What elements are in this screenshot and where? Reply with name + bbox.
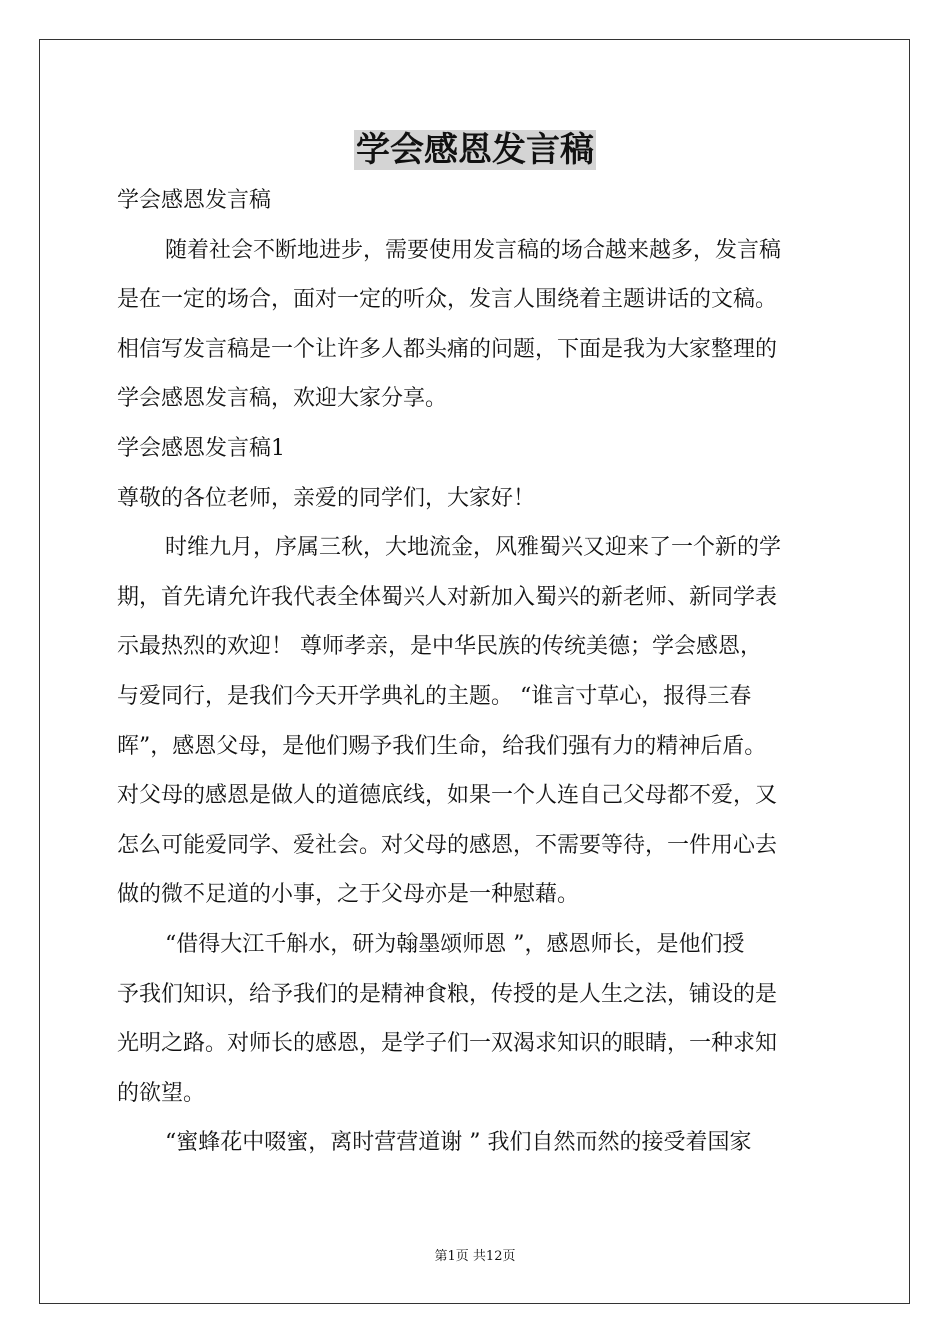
body-line: 怎么可能爱同学、爱社会。对父母的感恩，不需要等待，一件用心去 — [117, 832, 778, 858]
body-line: 对父母的感恩是做人的道德底线，如果一个人连自己父母都不爱，又 — [117, 783, 778, 809]
body-line: 学会感恩发言稿 — [117, 188, 272, 213]
document-title — [0, 128, 950, 172]
body-line: 的欲望。 — [117, 1080, 206, 1106]
document-body — [117, 176, 833, 1168]
body-line: 时维九月，序属三秋，大地流金，风雅蜀兴又迎来了一个新的学 — [165, 535, 782, 561]
body-line: 晖”，感恩父母，是他们赐予我们生命，给我们强有力的精神后盾。 — [117, 733, 767, 759]
page-number-footer: 第1页 共12页 — [434, 1249, 516, 1264]
document-title-text: 学会感恩发言稿 — [356, 130, 594, 170]
body-line: 与爱同行，是我们今天开学典礼的主题。 “谁言寸草心，报得三春 — [117, 683, 752, 709]
body-line: 随着社会不断地进步，需要使用发言稿的场合越来越多，发言稿 — [165, 237, 782, 263]
body-line: 学会感恩发言稿，欢迎大家分享。 — [117, 386, 448, 412]
body-line: 相信写发言稿是一个让许多人都头痛的问题，下面是我为大家整理的 — [117, 336, 778, 362]
body-line: 期，首先请允许我代表全体蜀兴人对新加入蜀兴的新老师、新同学表 — [117, 584, 778, 610]
section-heading: 学会感恩发言稿1 — [117, 435, 285, 461]
body-line: 予我们知识，给予我们的是精神食粮，传授的是人生之法，铺设的是 — [117, 981, 778, 1007]
salutation-line: 尊敬的各位老师，亲爱的同学们，大家好！ — [117, 485, 536, 511]
body-line: 示最热烈的欢迎！ 尊师孝亲，是中华民族的传统美德；学会感恩， — [117, 634, 762, 660]
body-line: 光明之路。对师长的感恩，是学子们一双渴求知识的眼睛，一种求知 — [117, 1031, 778, 1057]
body-line: 做的微不足道的小事，之于父母亦是一种慰藉。 — [117, 882, 580, 908]
body-line: “借得大江千斛水，研为翰墨颂师恩 ”，感恩师长，是他们授 — [165, 931, 745, 957]
body-line: “蜜蜂花中啜蜜，离时营营道谢 ” 我们自然而然的接受着国家 — [165, 1130, 752, 1156]
body-line: 是在一定的场合，面对一定的听众，发言人围绕着主题讲话的文稿。 — [117, 287, 778, 313]
